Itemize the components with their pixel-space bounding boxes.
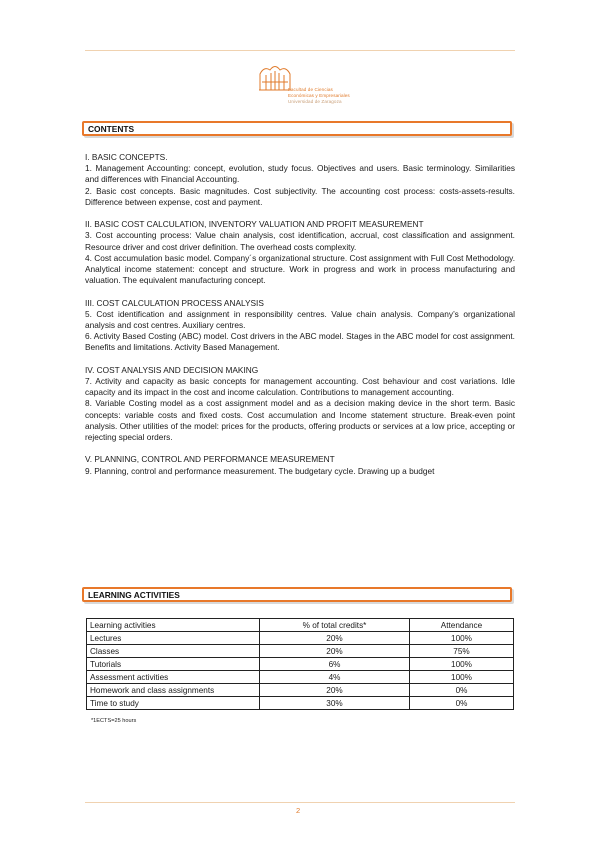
table-row [87, 658, 514, 671]
block-item: 8. Variable Costing model as a cost assignment model and as a decision making device in the short term. Basic concepts: variable costs and fixed costs. Cost accumulation and Income statement structure. Break-even point analysis. Other utilities of the model: prices for the products, offering products or services at a low price, accepting or rejecting special orders. [85, 398, 515, 443]
column-header: Attendance [410, 619, 514, 632]
table-header-row [87, 619, 514, 632]
table-cell: 100% [410, 658, 514, 671]
block-item: 7. Activity and capacity as basic concepts for management accounting. Cost behaviour and cost variations. Idle capacity and its impact in the cost and income calculation. Contributions to management accounting. [85, 376, 515, 398]
logo-line-1: Facultad de Ciencias [288, 87, 333, 92]
table-row [87, 645, 514, 658]
learning-activities-table [86, 618, 514, 710]
table-cell: Tutorials [87, 658, 260, 671]
block-item: 5. Cost identification and assignment in responsibility centres. Value chain analysis. Company’s organizational analysis and cost centres. Auxiliary centres. [85, 308, 515, 331]
table-footnote: *1ECTS=25 hours [91, 718, 137, 724]
table-row [87, 632, 514, 645]
contents-heading-box [82, 121, 512, 136]
block-item: 6. Activity Based Costing (ABC) model. Cost drivers in the ABC model. Stages in the ABC model for cost assignment. Benefits and limitations. Activity Based Management. [85, 331, 515, 353]
table-cell: Homework and class assignments [87, 684, 260, 697]
block-item: 3. Cost accounting process: Value chain analysis, cost identification, accrual, cost classification and assignment. Resource driver and cost driver definition. The overhead costs complexity. [85, 230, 515, 252]
block-title: I. BASIC CONCEPTS. [85, 152, 168, 162]
block-title: IV. COST ANALYSIS AND DECISION MAKING [85, 364, 259, 375]
table-cell: 20% [260, 684, 410, 697]
block-item: 1. Management Accounting: concept, evolution, study focus. Objectives and users. Basic terminology. Similarities and differences with Financial Accounting. [85, 163, 515, 185]
block-item: 2. Basic cost concepts. Basic magnitudes. Cost subjectivity. The accounting cost process: costs-assets-results. Difference between expense, cost and payment. [85, 185, 515, 207]
table-cell: 100% [410, 671, 514, 684]
logo-line-2: Económicas y Empresariales [288, 93, 350, 98]
table-cell: 4% [260, 671, 410, 684]
contents-body [85, 152, 515, 477]
table-cell: 30% [260, 697, 410, 710]
block-title: V. PLANNING, CONTROL AND PERFORMANCE MEASUREMENT [85, 454, 335, 465]
table-cell: Time to study [87, 697, 260, 710]
table-cell: Lectures [87, 632, 260, 645]
block-item: 9. Planning, control and performance measurement. The budgetary cycle. Drawing up a budget [85, 465, 435, 476]
table-row [87, 697, 514, 710]
faculty-logo [258, 60, 348, 114]
table-cell: 100% [410, 632, 514, 645]
table-row [87, 671, 514, 684]
learning-heading: LEARNING ACTIVITIES [88, 590, 180, 600]
table-cell: 6% [260, 658, 410, 671]
column-header: Learning activities [87, 619, 260, 632]
table-cell: Classes [87, 645, 260, 658]
table-cell: 0% [410, 697, 514, 710]
learning-heading-box [82, 587, 512, 602]
page-number: 2 [296, 806, 301, 815]
table-cell: 75% [410, 645, 514, 658]
table-row [87, 684, 514, 697]
footer-rule [85, 802, 515, 803]
header-rule [85, 50, 515, 51]
block-title: II. BASIC COST CALCULATION, INVENTORY VALUATION AND PROFIT MEASUREMENT [85, 219, 424, 230]
table-cell: 20% [260, 645, 410, 658]
table-cell: 0% [410, 684, 514, 697]
block-title: III. COST CALCULATION PROCESS ANALYSIS [85, 297, 264, 308]
block-item: 4. Cost accumulation basic model. Company´s organizational structure. Cost assignment with Full Cost Methodology. Analytical income statement: concept and structure. Work in progress and work in process manufacturing and valuation. The equivalent manufacturing concept. [85, 252, 515, 286]
building-logo-icon [258, 60, 292, 92]
logo-line-3: Universidad de Zaragoza [288, 99, 342, 104]
contents-heading: CONTENTS [88, 124, 135, 134]
table-cell: 20% [260, 632, 410, 645]
table-cell: Assessment activities [87, 671, 260, 684]
column-header: % of total credits* [260, 619, 410, 632]
